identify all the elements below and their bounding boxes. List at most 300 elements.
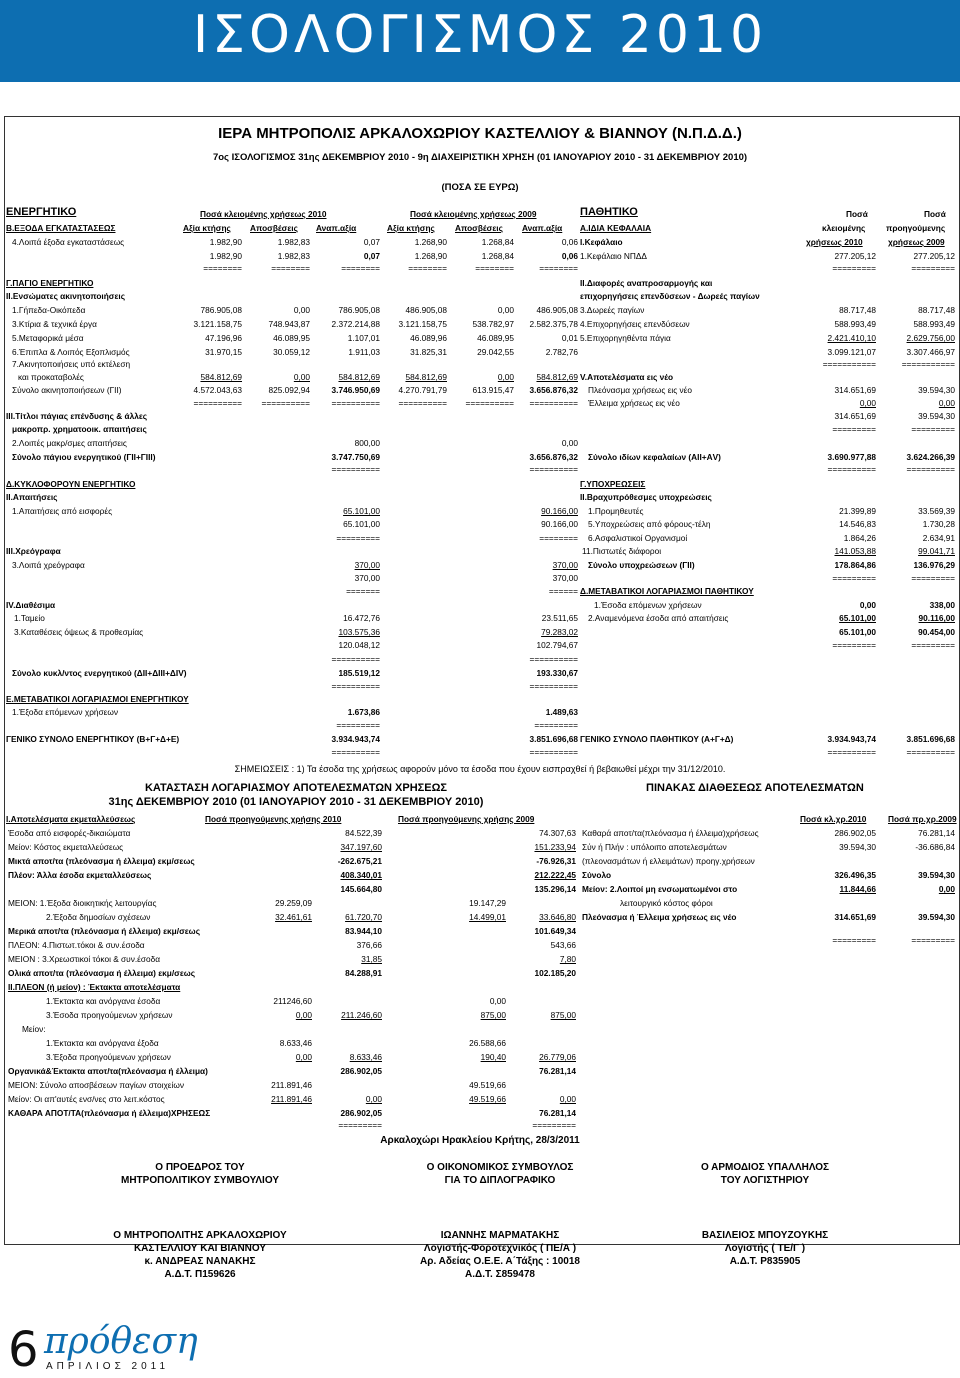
balance-value: 370,00 [552, 573, 578, 583]
liab-label: 5.Υποχρεώσεις από φόρους-τέλη [588, 519, 711, 529]
distribution-value: 286.902,05 [834, 828, 876, 838]
distribution-title: ΠΙΝΑΚΑΣ ΔΙΑΘΕΣΕΩΣ ΑΠΟΤΕΛΕΣΜΑΤΩΝ [646, 782, 864, 794]
liab-value: 1.730,28 [922, 519, 955, 529]
row-label: 3.Κτίρια & τεχνικά έργα [12, 319, 97, 329]
separator: ======= [346, 586, 380, 596]
income-value: 347.197,60 [340, 842, 382, 852]
liab-label: Έλλειμα χρήσεως εις νέο [588, 398, 680, 408]
row-label: 1.Ταμείο [14, 613, 45, 623]
income-value: 61.720,70 [345, 912, 382, 922]
balance-value: 46.089,95 [477, 333, 514, 343]
row-label: 6.Έπιπλα & Λοιπός Εξοπλισμός [12, 347, 130, 357]
balance-value: 102.794,67 [536, 640, 578, 650]
liab-value: 178.864,86 [834, 560, 876, 570]
separator: ========== [331, 747, 380, 757]
liab-value: 65.101,00 [839, 613, 876, 623]
liab-value: 39.594,30 [918, 385, 955, 395]
row-label: 1.Απαιτήσεις από εισφορές [12, 506, 113, 516]
income-value: 84.288,91 [345, 968, 382, 978]
row-label: Σύνολο ακινητοποιήσεων (ΓΙΙ) [12, 385, 122, 395]
liab-value: 3.934.943,74 [827, 734, 876, 744]
balance-value: 3.121.158,75 [193, 319, 242, 329]
separator: ========== [331, 654, 380, 664]
liab-value: 14.546,83 [839, 519, 876, 529]
separator: ======== [539, 263, 578, 273]
signature-name-3: ΒΑΣΙΛΕΙΟΣ ΜΠΟΥΖΟΥΚΗΣ Λογιστής ( ΤΕ/Γ ) Α.Δ.Τ. Ρ835905 [701, 1230, 829, 1267]
liab-value: 314.651,69 [834, 411, 876, 421]
balance-value: 90.166,00 [541, 519, 578, 529]
balance-value: 185.519,12 [338, 668, 380, 678]
balance-value: 193.330,67 [536, 668, 578, 678]
liab-value: 3.624.266,39 [906, 452, 955, 462]
income-value: 211.246,60 [341, 1010, 382, 1020]
col-net: Αναπ.αξία [316, 223, 357, 233]
liab-label: Πλεόνασμα χρήσεως εις νέο [588, 385, 692, 395]
income-value: 145.664,80 [340, 884, 382, 894]
balance-value: 486.905,08 [405, 305, 447, 315]
closing-label: κλειομένης [822, 223, 866, 233]
balance-value: 1.107,01 [347, 333, 380, 343]
distribution-label: Καθαρά αποτ/τα(πλεόνασμα ή έλλειμα)χρήσεως [582, 828, 759, 838]
liab-label: 11.Πιστωτές διάφοροι [582, 546, 662, 556]
income-value: 0,00 [559, 1094, 576, 1104]
income-value: 0,00 [295, 1010, 312, 1020]
income-value: 74.307,63 [539, 828, 576, 838]
balance-value: 1.982,83 [277, 251, 310, 261]
income-label: Πλέον: Άλλα έσοδα εκμεταλλεύσεως [8, 870, 152, 880]
row-label: 1.Έξοδα επόμενων χρήσεων [12, 707, 118, 717]
income-value: 33.646,80 [539, 912, 576, 922]
separator: ========= [336, 533, 380, 543]
income-label: 2.Έξοδα δημοσίων σχέσεων [46, 912, 151, 922]
balance-value: 1.982,90 [209, 237, 242, 247]
balance-value: 584.812,69 [338, 372, 380, 382]
col-depr: Αποσβέσεις [250, 223, 298, 233]
row-label: και προκαταβολές [18, 372, 84, 382]
income-label: Ολικά αποτ/τα (πλεόνασμα ή έλλειμα) εκμ/σεως [8, 968, 196, 978]
income-value: 76.281,14 [539, 1066, 576, 1076]
balance-value: 0,00 [293, 305, 310, 315]
separator: ========= [832, 573, 876, 583]
separator: ========== [331, 681, 380, 691]
income-value: 83.944,10 [345, 926, 382, 936]
balance-value: 3.656.876,32 [529, 452, 578, 462]
separator: ========= [911, 935, 955, 945]
distribution-value: 0,00 [938, 884, 955, 894]
section-heading: μακροπρ. χρηματοοικ. απαιτήσεις [12, 424, 147, 434]
income-value: 190,40 [480, 1052, 506, 1062]
row-label: 3.Λοιπά χρεόγραφα [12, 560, 85, 570]
liab-label: Δ.ΜΕΤΑΒΑΤΙΚΟΙ ΛΟΓΑΡΙΑΣΜΟΙ ΠΑΘΗΤΙΚΟΥ [580, 586, 754, 596]
place-date: Αρκαλοχώρι Ηρακλείου Κρήτης, 28/3/2011 [380, 1135, 580, 1146]
row-label: 1.Γήπεδα-Οικόπεδα [12, 305, 86, 315]
balance-value: 370,00 [552, 560, 578, 570]
currency-note: (ΠΟΣΑ ΣΕ ΕΥΡΩ) [441, 182, 519, 193]
balance-value: 2.582.375,78 [529, 319, 578, 329]
separator: ========== [827, 747, 876, 757]
distribution-label: Μείον: 2.Λοιποί μη ενσωματωμένοι στο [582, 884, 738, 894]
balance-value: 4.572.043,63 [193, 385, 242, 395]
income-value: 76.281,14 [539, 1108, 576, 1118]
balance-value: 825.092,94 [268, 385, 310, 395]
distribution-value: 314.651,69 [834, 912, 876, 922]
b-heading: Β.ΕΞΟΔΑ ΕΓΚΑΤΑΣΤΑΣΕΩΣ [6, 223, 116, 233]
balance-value: 370,00 [354, 573, 380, 583]
liab-label: ΓΕΝΙΚΟ ΣΥΝΟΛΟ ΠΑΘΗΤΙΚΟΥ (Α+Γ+Δ) [580, 734, 734, 744]
liab-value: 338,00 [929, 600, 955, 610]
income-value: 49.519,66 [469, 1080, 506, 1090]
liab-value: 90.116,00 [918, 613, 955, 623]
income-value: 84.522,39 [345, 828, 382, 838]
income-2010-heading: Ποσά προηγούμενης χρήσης 2010 [205, 814, 342, 824]
row-label: 7.Ακινητοποιήσεις υπό εκτέλεση [12, 359, 131, 369]
balance-value: 1.911,03 [348, 347, 380, 357]
income-value: -262.675,21 [337, 856, 382, 866]
row-label: Σύνολο κυκλ/ντος ενεργητικού (ΔΙΙ+ΔΙΙΙ+ΔΙV) [12, 668, 187, 678]
balance-value: 786.905,08 [200, 305, 242, 315]
income-label: ΠΛΕΟΝ: 4.Πιστωτ.τόκοι & συν.έσοδα [8, 940, 145, 950]
separator: ======== [475, 263, 514, 273]
income-value: 875,00 [550, 1010, 576, 1020]
liab-value: 3.851.696,68 [906, 734, 955, 744]
income-period: 31ης ΔΕΚΕΜΒΡΙΟΥ 2010 (01 ΙΑΝΟΥΑΡΙΟΥ 2010 - 31 ΔΕΚΕΜΒΡΙΟΥ 2010) [108, 796, 484, 808]
balance-value: 538.782,97 [472, 319, 514, 329]
income-value: 29.259,09 [275, 898, 312, 908]
separator: ========= [832, 935, 876, 945]
section-heading: ΙΙ.Απαιτήσεις [6, 492, 58, 502]
dist-2010-heading: Ποσά κλ.χρ.2010 [800, 814, 867, 824]
signature-name-2: ΙΩΑΝΝΗΣ ΜΑΡΜΑΤΑΚΗΣ Λογιστής-Φοροτεχνικός ( ΠΕ/Α ) Αρ. Αδείας Ο.Ε.Ε. Α΄Τάξης : 10018 Α.Δ.Τ. Σ859478 [420, 1230, 580, 1280]
magazine-logo: πρόθεση [44, 1321, 198, 1362]
separator: ========= [336, 720, 380, 730]
liab-label: 1.Έσοδα επόμενων χρήσεων [594, 600, 702, 610]
income-value: 286.902,05 [340, 1066, 382, 1076]
balance-value: 65.101,00 [343, 519, 380, 529]
section-heading: Δ.ΚΥΚΛΟΦΟΡΟΥΝ ΕΝΕΡΓΗΤΙΚΟ [6, 479, 136, 489]
col-cost: Αξία κτήσης [183, 223, 231, 233]
income-value: 212.222,45 [534, 870, 576, 880]
liab-value: 88.717,48 [918, 305, 955, 315]
balance-value: 3.934.943,74 [331, 734, 380, 744]
balance-value: 0,06 [561, 237, 578, 247]
separator: ========= [832, 640, 876, 650]
balance-value: 370,00 [354, 560, 380, 570]
balance-value: 65.101,00 [343, 506, 380, 516]
income-label: Μερικά αποτ/τα (πλεόνασμα ή έλλειμα) εκμ/σεως [8, 926, 201, 936]
liab-label: 1.Προμηθευτές [588, 506, 644, 516]
balance-value: 0,00 [497, 305, 514, 315]
separator: ========= [338, 1120, 382, 1130]
section-heading: ΙΙΙ.Χρεόγραφα [6, 546, 61, 556]
balance-value: 1.268,90 [414, 237, 447, 247]
income-2009-heading: Ποσά προηγούμενης χρήσης 2009 [398, 814, 535, 824]
liab-label: 2.Αναμενόμενα έσοδα από απαιτήσεις [588, 613, 729, 623]
balance-value: 16.472,76 [343, 613, 380, 623]
income-value: 211246,60 [273, 996, 312, 1006]
balance-value: 0,00 [561, 438, 578, 448]
income-label: 1.Έκτακτα και ανόργανα έξοδα [46, 1038, 159, 1048]
liab-value: 33.569,39 [918, 506, 955, 516]
income-label: ΜΕΙΟΝ : 3.Χρεωστικοί τόκοι & συν.έσοδα [8, 954, 161, 964]
balance-value: 584.812,69 [536, 372, 578, 382]
separator: ======== [203, 263, 242, 273]
liab-value: 1.864,26 [843, 533, 876, 543]
liab-value: 2.634,91 [922, 533, 955, 543]
amount-heading-2: Ποσά [924, 209, 946, 219]
section-heading: ΙV.Διαθέσιμα [6, 600, 56, 610]
income-value: 211.891,46 [271, 1094, 312, 1104]
liab-value: 39.594,30 [918, 411, 955, 421]
liab-value: 141.053,88 [834, 546, 876, 556]
separator: ========= [911, 263, 955, 273]
liab-col-2010: χρήσεως 2010 [806, 237, 863, 247]
assets-2009-heading: Ποσά κλειομένης χρήσεως 2009 [410, 209, 537, 219]
balance-value: 1.982,83 [277, 237, 310, 247]
liab-value: 99.041,71 [918, 546, 955, 556]
balance-value: 29.042,55 [477, 347, 514, 357]
separator: ========= [832, 263, 876, 273]
assets-title: ΕΝΕΡΓΗΤΙΚΟ [6, 206, 77, 218]
liab-label: Γ.ΥΠΟΧΡΕΩΣΕΙΣ [580, 479, 646, 489]
row-label: Σύνολο πάγιου ενεργητικού (ΓΙΙ+ΓΙΙΙ) [12, 452, 156, 462]
separator: ========== [529, 747, 578, 757]
liab-label: V.Αποτελέσματα εις νέο [580, 372, 674, 382]
issue-date: ΑΠΡΙΛΙΟΣ 2011 [46, 1361, 170, 1372]
liab-value: 65.101,00 [839, 627, 876, 637]
balance-value: 79.283,02 [541, 627, 578, 637]
income-value: 0,00 [365, 1094, 382, 1104]
income-label: Μείον: [22, 1024, 46, 1034]
income-label: Μικτά αποτ/τα (πλεόνασμα ή έλλειμα) εκμ/σεως [8, 856, 195, 866]
notes: ΣΗΜΕΙΩΣΕΙΣ : 1) Τα έσοδα της χρήσεως αφορούν μόνο τα έσοδα που έχουν εισπραχθεί ή βεβαιωθεί μέχρι την 31/12/2010. [234, 764, 726, 774]
balance-value: 486.905,08 [536, 305, 578, 315]
income-value: 31,85 [361, 954, 382, 964]
income-label: 3.Έσοδα προηγούμενων χρήσεων [46, 1010, 173, 1020]
balance-value: 0,01 [561, 333, 578, 343]
income-value: 19.147,29 [469, 898, 506, 908]
liab-label: Σύνολο υποχρεώσεων (ΓΙΙ) [588, 560, 695, 570]
col-net-2009: Αναπ.αξία [522, 223, 563, 233]
signature-title-1: Ο ΠΡΟΕΔΡΟΣ ΤΟΥ ΜΗΤΡΟΠΟΛΙΤΙΚΟΥ ΣΥΜΒΟΥΛΙΟΥ [121, 1162, 279, 1186]
income-value: 8.633,46 [279, 1038, 312, 1048]
separator: ========== [827, 464, 876, 474]
equity-heading: Α.ΙΔΙΑ ΚΕΦΑΛΑΙΑ [580, 223, 652, 233]
liab-label: ΙΙ.Βραχυπρόθεσμες υποχρεώσεις [580, 492, 712, 502]
income-value: 286.902,05 [340, 1108, 382, 1118]
income-label: Μείον: Οι απ'αυτές ενσ/νες στο λειτ.κόστος [8, 1094, 165, 1104]
liab-value: 0,00 [859, 398, 876, 408]
separator: ========= [534, 720, 578, 730]
balance-value: 2.782,76 [545, 347, 578, 357]
distribution-value: 39.594,30 [839, 842, 876, 852]
separator: ======== [271, 263, 310, 273]
liab-label: 4.Επιχορηγήσεις επενδύσεων [580, 319, 690, 329]
balance-value: 1.489,63 [545, 707, 578, 717]
section-heading: ΙΙ.Ενσώματες ακινητοποιήσεις [6, 291, 126, 301]
income-label: Μείον: Κόστος εκμεταλλεύσεως [8, 842, 124, 852]
liabilities-title: ΠΑΘΗΤΙΚΟ [580, 206, 638, 218]
income-value: 543,66 [550, 940, 576, 950]
separator: ========== [398, 398, 447, 408]
row-label: 5.Μεταφορικά μέσα [12, 333, 84, 343]
separator: ========== [193, 398, 242, 408]
income-value: 0,00 [295, 1052, 312, 1062]
separator: ========== [331, 398, 380, 408]
separator: ========= [911, 424, 955, 434]
balance-value: 748.943,87 [268, 319, 310, 329]
balance-value: 0,07 [363, 251, 380, 261]
balance-value: 1.982,90 [209, 251, 242, 261]
row-label: 3.Καταθέσεις όψεως & προθεσμίας [14, 627, 144, 637]
income-value: 32.461,61 [275, 912, 312, 922]
liab-value: 88.717,48 [839, 305, 876, 315]
balance-value: 90.166,00 [541, 506, 578, 516]
section-heading: Γ.ΠΑΓΙΟ ΕΝΕΡΓΗΤΙΚΟ [6, 278, 94, 288]
dist-2009-heading: Ποσά πρ.χρ.2009 [888, 814, 957, 824]
income-value: 49.519,66 [469, 1094, 506, 1104]
income-title: ΚΑΤΑΣΤΑΣΗ ΛΟΓΑΡΙΑΣΜΟΥ ΑΠΟΤΕΛΕΣΜΑΤΩΝ ΧΡΗΣΕΩΣ [144, 782, 448, 794]
liab-value: 277.205,12 [834, 251, 876, 261]
balance-value: 0,07 [363, 237, 380, 247]
balance-value: 1.268,90 [414, 251, 447, 261]
liab-value: 3.690.977,88 [827, 452, 876, 462]
income-value: 376,66 [356, 940, 382, 950]
liab-value: 277.205,12 [913, 251, 955, 261]
income-value: 7,80 [559, 954, 576, 964]
balance-value: 613.915,47 [472, 385, 514, 395]
separator: ========== [465, 398, 514, 408]
income-value: 26.779,06 [539, 1052, 576, 1062]
balance-value: 800,00 [354, 438, 380, 448]
separator: ========== [906, 464, 955, 474]
income-value: 26.588,66 [469, 1038, 506, 1048]
liab-value: 314.651,69 [834, 385, 876, 395]
separator: ========== [529, 654, 578, 664]
income-value: 8.633,46 [349, 1052, 382, 1062]
separator: ======== [341, 263, 380, 273]
liab-value: 588.993,49 [834, 319, 876, 329]
signature-title-2: Ο ΟΙΚΟΝΟΜΙΚΟΣ ΣΥΜΒΟΥΛΟΣ ΓΙΑ ΤΟ ΔΙΠΛΟΓΡΑΦΙΚΟ [426, 1162, 574, 1186]
section-heading: ΙΙΙ.Τίτλοι πάγιας επένδυσης & άλλες [6, 411, 148, 421]
separator: ======== [539, 533, 578, 543]
liab-label: επιχορηγήσεις επενδύσεων - Δωρεές παγίων [580, 291, 760, 301]
liab-label: ΙΙ.Διαφορές αναπροσαρμογής και [580, 278, 713, 288]
separator: =========== [901, 359, 955, 369]
signature-name-1: Ο ΜΗΤΡΟΠΟΛΙΤΗΣ ΑΡΚΑΛΟΧΩΡΙΟΥ ΚΑΣΤΕΛΛΙΟΥ ΚΑΙ ΒΙΑΝΝΟΥ κ. ΑΝΔΡΕΑΣ ΝΑΝΑΚΗΣ Α.Δ.Τ. Π159626 [113, 1230, 287, 1280]
distribution-label: (πλεονασμάτων ή ελλειμάτων) προηγ.χρήσεων [582, 856, 755, 866]
balance-value: 120.048,12 [338, 640, 380, 650]
separator: ========= [832, 424, 876, 434]
amount-heading-1: Ποσά [846, 209, 868, 219]
liab-label: 5.Επιχορηγηθέντα πάγια [580, 333, 671, 343]
liab-value: 3.307.466,97 [906, 347, 955, 357]
balance-value: 584.812,69 [405, 372, 447, 382]
separator: ========== [906, 747, 955, 757]
income-value: 875,00 [480, 1010, 506, 1020]
distribution-label: Πλεόνασμα ή Έλλειμα χρήσεως εις νέο [582, 912, 737, 922]
balance-value: 3.747.750,69 [331, 452, 380, 462]
title-banner [0, 0, 960, 82]
balance-value: 103.575,36 [338, 627, 380, 637]
distribution-value: -36.686,84 [915, 842, 955, 852]
page-number: 6 [8, 1322, 39, 1378]
org-title: ΙΕΡΑ ΜΗΤΡΟΠΟΛΙΣ ΑΡΚΑΛΟΧΩΡΙΟΥ ΚΑΣΤΕΛΛΙΟΥ & ΒΙΑΝΝΟΥ (Ν.Π.Δ.Δ.) [218, 125, 742, 142]
income-label: ΚΑΘΑΡΑ ΑΠΟΤ/ΤΑ(πλεόνασμα ή έλλειμα)ΧΡΗΣΕΩΣ [8, 1108, 211, 1118]
income-label: Έσοδα από εισφορές-δικαιώματα [8, 828, 131, 838]
separator: ========== [529, 681, 578, 691]
row-label: 4.Λοιπά έξοδα εγκαταστάσεως [12, 237, 125, 247]
liab-label: 1.Κεφάλαιο ΝΠΔΔ [580, 251, 647, 261]
liab-value: 136.976,29 [913, 560, 955, 570]
col-depr-2009: Αποσβέσεις [455, 223, 503, 233]
income-label: 3.Έξοδα προηγούμενων χρήσεων [46, 1052, 171, 1062]
liab-col-2009: χρήσεως 2009 [888, 237, 945, 247]
balance-value: 46.089,95 [273, 333, 310, 343]
separator: ======== [408, 263, 447, 273]
balance-value: 3.746.950,69 [331, 385, 380, 395]
assets-2010-heading: Ποσά κλειομένης χρήσεως 2010 [200, 209, 327, 219]
distribution-value: 76.281,14 [918, 828, 955, 838]
previous-label: προηγούμενης [886, 223, 946, 233]
balance-value: 584.812,69 [200, 372, 242, 382]
income-value: -76.926,31 [536, 856, 576, 866]
income-label: ΜΕΙΟΝ: Σύνολο αποσβέσεων παγίων στοιχείων [8, 1080, 184, 1090]
separator: ========= [911, 640, 955, 650]
separator: =========== [822, 359, 876, 369]
balance-value: 1.268,84 [481, 237, 514, 247]
liab-value: 0,00 [859, 600, 876, 610]
balance-value: 1.673,86 [347, 707, 380, 717]
distribution-value: 39.594,30 [918, 912, 955, 922]
page-title: ΙΣΟΛΟΓΙΣΜΟΣ 2010 [192, 5, 768, 65]
row-label: 2.Λοιπές μακρ/σμες απαιτήσεις [12, 438, 127, 448]
distribution-label: Σύν ή Πλήν : υπόλοιπο αποτελεσμάτων [582, 842, 727, 852]
separator: ========== [529, 464, 578, 474]
distribution-value: 326.496,35 [834, 870, 876, 880]
balance-value: 0,06 [561, 251, 578, 261]
liab-value: 588.993,49 [913, 319, 955, 329]
income-value: 101.649,34 [534, 926, 576, 936]
income-value: 14.499,01 [469, 912, 506, 922]
liab-value: 2.629.756,00 [906, 333, 955, 343]
balance-value: 3.656.876,32 [529, 385, 578, 395]
income-label: Οργανικά&Έκτακτα αποτ/τα(πλεόνασμα ή έλλειμα) [8, 1066, 208, 1076]
distribution-label: Σύνολο [582, 870, 612, 880]
balance-value: 0,00 [497, 372, 514, 382]
distribution-label: λειτουργικό κόστος φόροι [620, 898, 713, 908]
income-label: ΙΙ.ΠΛΕΟΝ (ή μείον) : Έκτακτα αποτελέσματα [8, 982, 181, 992]
income-value: 151.233,94 [534, 842, 576, 852]
liab-value: 90.454,00 [918, 627, 955, 637]
balance-value: 23.511,65 [541, 613, 578, 623]
separator: ========== [529, 398, 578, 408]
balance-value: 3.851.696,68 [529, 734, 578, 744]
separator: ====== [548, 586, 578, 596]
income-label: ΜΕΙΟΝ: 1.Έξοδα διοικητικής λειτουργίας [8, 898, 157, 908]
signature-title-3: Ο ΑΡΜΟΔΙΟΣ ΥΠΑΛΛΗΛΟΣ ΤΟΥ ΛΟΓΙΣΤΗΡΙΟΥ [700, 1162, 830, 1186]
separator: ========== [331, 464, 380, 474]
liab-label: Σύνολο ιδίων κεφαλαίων (ΑΙΙ+ΑV) [588, 452, 721, 462]
liab-label: 3.Δωρεές παγίων [580, 305, 645, 315]
liab-label: 6.Ασφαλιστικοί Οργανισμοί [588, 533, 688, 543]
balance-value: 31.825,31 [410, 347, 447, 357]
balance-value: 3.121.158,75 [398, 319, 447, 329]
balance-value: 2.372.214,88 [331, 319, 380, 329]
income-section-heading: Ι.Αποτελέσματα εκμεταλλεύσεως [6, 814, 136, 824]
liab-label: Ι.Κεφάλαιο [580, 237, 623, 247]
org-subtitle: 7ος ΙΣΟΛΟΓΙΣΜΟΣ 31ης ΔΕΚΕΜΒΡΙΟΥ 2010 - 9η ΔΙΑΧΕΙΡΙΣΤΙΚΗ ΧΡΗΣΗ (01 ΙΑΝΟΥΑΡΙΟΥ 2010 - 31 ΔΕΚΕΜΒΡΙΟΥ 2010) [212, 152, 748, 163]
distribution-value: 39.594,30 [918, 870, 955, 880]
